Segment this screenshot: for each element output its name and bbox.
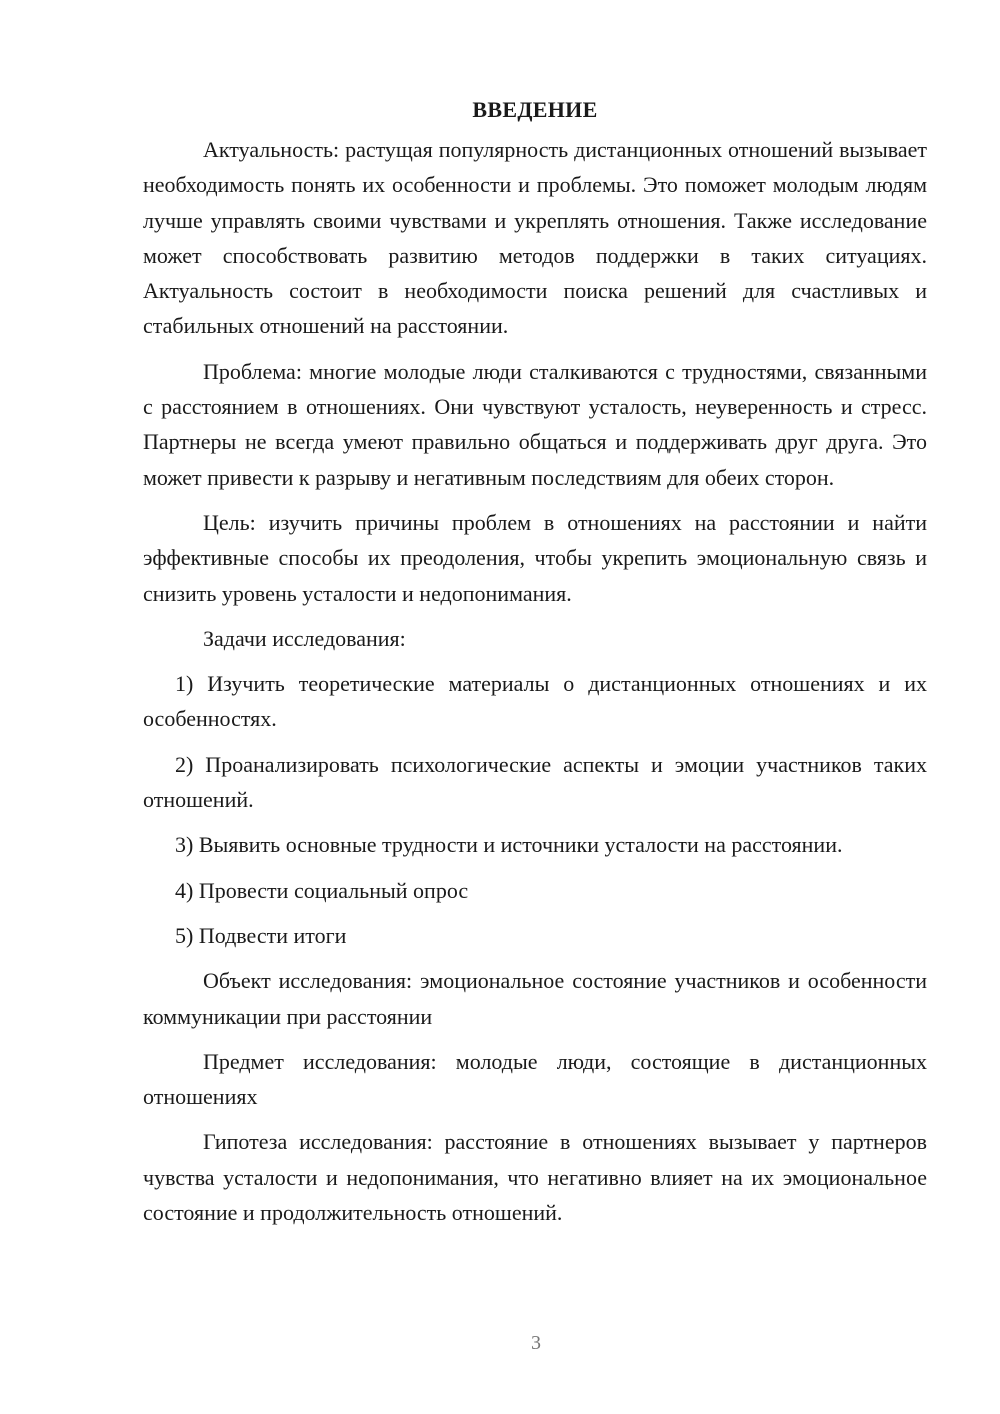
task-item: 3) Выявить основные трудности и источники усталости на расстоянии. [175,832,843,858]
paragraph-hypothesis: Гипотеза исследования: расстояние в отношениях вызывает у партнеров чувства усталости и недопонимания, что негативно влияет на их эмоциональное состояние и продолжительность отношений. [143,1129,927,1226]
paragraph-goal: Цель: изучить причины проблем в отношениях на расстоянии и найти эффективные способы их преодоления, чтобы укрепить эмоциональную связь и снизить уровень усталости и недопонимания. [143,509,927,606]
paragraph-problem: Проблема: многие молодые люди сталкиваются с трудностями, связанными с расстоянием в отношениях. Они чувствуют усталость, неуверенность и стресс. Партнеры не всегда умеют правильно общаться и поддерживать друг друга. Это может привести к разрыву и негативным последствиям для обеих сторон. [143,358,927,490]
document-page [143,92,927,1240]
task-item: 2) Проанализировать психологические аспекты и эмоции участников таких отношений. [143,751,927,813]
paragraph-tasks-heading: Задачи исследования: [203,625,406,651]
paragraph-relevance: Актуальность: растущая популярность дистанционных отношений вызывает необходимость понять их особенности и проблемы. Это поможет молодым людям лучше управлять своими чувствами и укреплять отношения. Также исследование может способствовать развитию методов поддержки в таких ситуациях. Актуальность состоит в необходимости поиска решений для счастливых и стабильных отношений на расстоянии. [143,137,927,339]
page-title: ВВЕДЕНИЕ [472,97,598,122]
task-item: 5) Подвести итоги [175,922,347,948]
page-number: 3 [531,1332,541,1354]
paragraph-subject: Предмет исследования: молодые люди, состоящие в дистанционных отношениях [143,1048,927,1110]
paragraph-object: Объект исследования: эмоциональное состояние участников и особенности коммуникации при расстоянии [143,968,927,1029]
task-item: 4) Провести социальный опрос [175,877,469,903]
task-item: 1) Изучить теоретические материалы о дистанционных отношениях и их особенностях. [143,671,927,732]
